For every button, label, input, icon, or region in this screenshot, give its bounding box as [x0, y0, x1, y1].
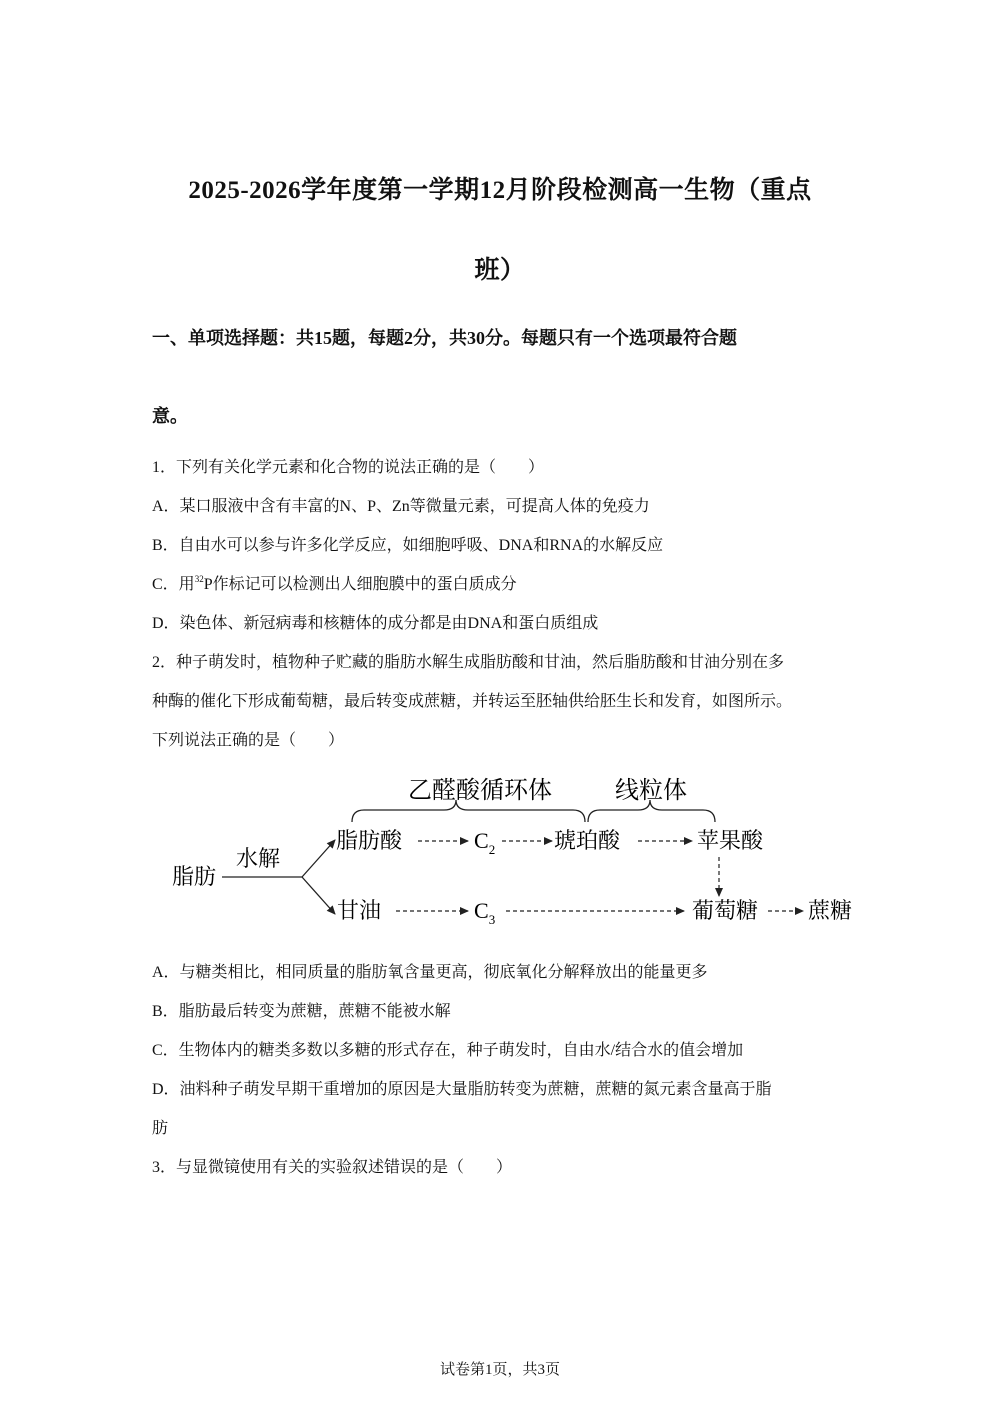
q3-stem: 3．与显微镜使用有关的实验叙述错误的是（ ）	[152, 1159, 513, 1176]
node-c3-letter: C	[474, 898, 489, 923]
section-heading-line-2: 意。	[152, 406, 188, 426]
node-c3-subscript: 3	[488, 912, 496, 927]
q2-option-d-line-1: D．油料种子萌发早期干重增加的原因是大量脂肪转变为蔗糖，蔗糖的氮元素含量高于脂	[152, 1081, 772, 1098]
node-glycerol: 甘油	[337, 898, 382, 923]
page-footer: 试卷第1页，共3页	[439, 1362, 560, 1378]
section-heading-line-1: 一、单项选择题：共15题，每题2分，共30分。每题只有一个选项最符合题	[152, 328, 737, 348]
q2-option-b: B．脂肪最后转变为蔗糖，蔗糖不能被水解	[152, 1003, 451, 1020]
node-c2-subscript: 2	[488, 842, 496, 857]
node-sucrose: 蔗糖	[808, 898, 853, 923]
arrow-to-glycerol	[302, 877, 335, 914]
paper-title-line-1: 2025-2026学年度第一学期12月阶段检测高一生物（重点	[188, 177, 812, 204]
node-fatty-acid: 脂肪酸	[336, 828, 403, 853]
node-c2	[474, 828, 495, 857]
q1-option-d: D．染色体、新冠病毒和核糖体的成分都是由DNA和蛋白质组成	[152, 615, 599, 632]
node-glucose: 葡萄糖	[692, 898, 759, 923]
label-mitochondria: 线粒体	[615, 778, 687, 804]
q1-option-b: B．自由水可以参与许多化学反应，如细胞呼吸、DNA和RNA的水解反应	[152, 537, 664, 554]
q1-option-c-prefix: C．用	[152, 576, 195, 593]
arrow-to-fatty-acid	[302, 840, 335, 877]
q2-stem-line-3: 下列说法正确的是（ ）	[152, 732, 345, 749]
label-glyoxylate-cycle: 乙醛酸循环体	[408, 778, 552, 804]
q2-stem-line-2: 种酶的催化下形成葡萄糖，最后转变成蔗糖，并转运至胚轴供给胚生长和发育，如图所示。	[152, 693, 793, 710]
q1-option-c	[152, 575, 517, 595]
q2-option-c: C．生物体内的糖类多数以多糖的形式存在，种子萌发时，自由水/结合水的值会增加	[152, 1042, 744, 1059]
fat-conversion-diagram	[160, 770, 870, 940]
q1-option-a: A．某口服液中含有丰富的N、P、Zn等微量元素，可提高人体的免疫力	[152, 498, 650, 515]
node-succinate: 琥珀酸	[554, 828, 621, 853]
node-fat: 脂肪	[172, 864, 217, 889]
node-c2-letter: C	[474, 828, 489, 853]
node-malate: 苹果酸	[697, 828, 764, 853]
q1-option-c-superscript: 32	[194, 574, 204, 584]
q2-option-a: A．与糖类相比，相同质量的脂肪氧含量更高，彻底氧化分解释放出的能量更多	[152, 964, 708, 981]
q1-stem: 1．下列有关化学元素和化合物的说法正确的是（ ）	[152, 459, 545, 476]
node-c3	[474, 898, 495, 927]
q2-stem-line-1: 2．种子萌发时，植物种子贮藏的脂肪水解生成脂肪酸和甘油，然后脂肪酸和甘油分别在多	[152, 654, 785, 671]
label-hydrolysis: 水解	[236, 846, 281, 871]
q2-option-d-line-2: 肪	[152, 1120, 169, 1137]
paper-title-line-2: 班）	[474, 257, 526, 284]
q1-option-c-text: P作标记可以检测出人细胞膜中的蛋白质成分	[203, 576, 517, 593]
